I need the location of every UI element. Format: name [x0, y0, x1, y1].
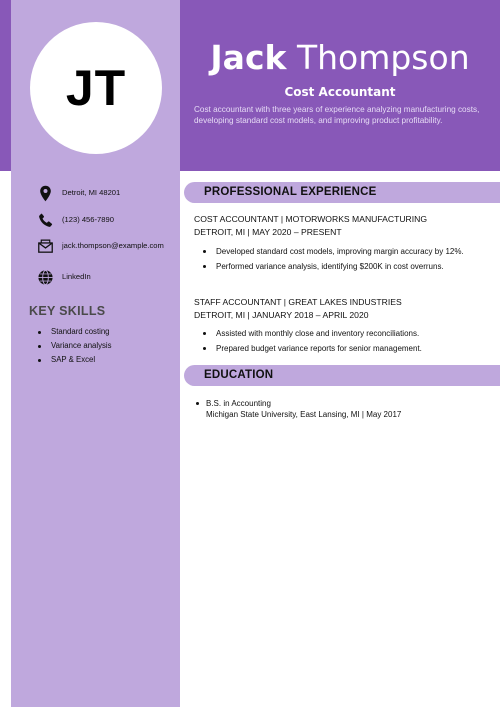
skills-list	[37, 327, 112, 369]
job-title: Cost Accountant	[284, 85, 396, 99]
first-name: Jack	[210, 38, 287, 77]
initials: JT	[65, 60, 127, 116]
job-bullets	[194, 328, 484, 358]
contact-email	[37, 238, 172, 255]
monogram-circle	[30, 22, 162, 154]
job-meta-line: DETROIT, MI | JANUARY 2018 – APRIL 2020	[194, 310, 369, 320]
contact-location	[37, 185, 172, 202]
email-envelope-icon	[37, 238, 54, 255]
contact-phone	[37, 212, 172, 229]
school: Michigan State University, East Lansing, MI | May 2017	[206, 410, 402, 419]
location-pin-icon	[37, 185, 54, 202]
linkedin-link[interactable]: LinkedIn	[62, 272, 91, 281]
phone-text[interactable]: (123) 456-7890	[62, 215, 114, 224]
email-text[interactable]: jack.thompson@example.com	[62, 241, 164, 250]
experience-heading-bar	[184, 182, 500, 203]
job-title-line: STAFF ACCOUNTANT | GREAT LAKES INDUSTRIES	[194, 297, 402, 307]
job-bullet: Assisted with monthly close and inventory reconciliations.	[194, 328, 484, 339]
job-bullet: Prepared budget variance reports for senior management.	[194, 343, 484, 354]
last-name: Thompson	[296, 38, 470, 77]
globe-icon	[37, 269, 54, 286]
skills-heading: KEY SKILLS	[29, 304, 106, 318]
contact-linkedin	[37, 269, 172, 286]
job-meta-line: DETROIT, MI | MAY 2020 – PRESENT	[194, 227, 342, 237]
summary: Cost accountant with three years of experience analyzing manufacturing costs, developing standard cost models, and improving product profitability.	[194, 105, 480, 125]
job-bullets	[194, 246, 484, 276]
experience-heading: PROFESSIONAL EXPERIENCE	[204, 186, 377, 198]
skill-item: SAP & Excel	[37, 355, 112, 369]
education-heading-bar	[184, 365, 500, 386]
skill-item: Standard costing	[37, 327, 112, 341]
skill-item: Variance analysis	[37, 341, 112, 355]
degree: B.S. in Accounting	[206, 399, 271, 408]
phone-icon	[37, 212, 54, 229]
education-heading: EDUCATION	[204, 369, 274, 381]
job-bullet: Performed variance analysis, identifying $200K in cost overruns.	[194, 261, 484, 272]
job-title-line: COST ACCOUNTANT | MOTORWORKS MANUFACTURING	[194, 214, 428, 224]
location-text: Detroit, MI 48201	[62, 188, 121, 197]
full-name	[180, 38, 500, 77]
education-entry	[194, 398, 401, 420]
job-bullet: Developed standard cost models, improving margin accuracy by 12%.	[194, 246, 484, 257]
